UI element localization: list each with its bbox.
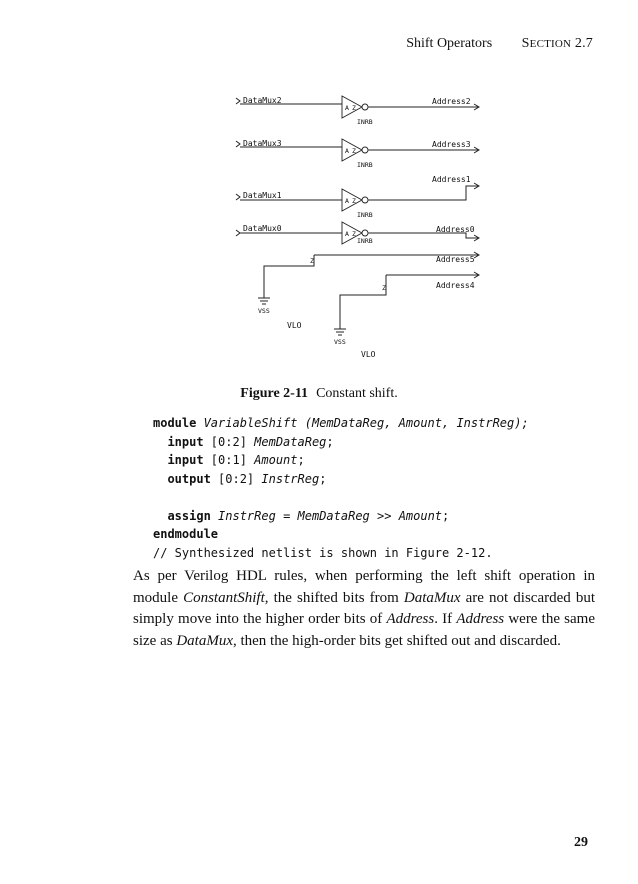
inverter-bubble [362,230,368,236]
pin-a: A [345,147,349,155]
code-line: input [0:2] MemDataReg; [167,434,334,449]
inverter-bubble [362,197,368,203]
output-label: Address3 [432,140,471,149]
output-label: Address5 [436,255,475,264]
input-label: DataMux1 [243,191,282,200]
gate-row-2 [236,139,479,169]
code-comment: // Synthesized netlist is shown in Figure 2-12. [153,545,493,560]
output-wire [368,186,478,200]
figure-caption-text: Constant shift. [316,386,398,401]
code-line: input [0:1] Amount; [167,453,305,467]
input-label: DataMux0 [243,224,282,233]
gate-type: INRB [357,211,373,219]
pin-z: Z [352,147,356,155]
figure-caption [0,386,638,402]
page-number: 29 [574,835,588,850]
output-label: Address4 [436,281,475,290]
input-arrow [236,141,240,147]
gate-row-1 [236,96,479,126]
vlo-driver-2 [334,272,479,359]
gate-row-4 [236,222,479,245]
output-label: Address0 [436,225,475,234]
output-label: Address1 [432,175,471,184]
vss-wire [340,275,386,329]
supply-label: VSS [258,307,270,315]
supply-label: VSS [334,338,346,346]
header-title: Shift Operators [406,36,493,51]
schematic-diagram [0,0,638,370]
const-cell-label: VLO [361,350,376,359]
code-line: module VariableShift (MemDataReg, Amount, InstrReg); [153,416,529,430]
code-listing [153,414,529,562]
vlo-driver-1 [258,252,479,330]
figure-number: Figure 2-11 [240,386,309,401]
input-arrow [236,194,240,200]
code-line: endmodule [153,527,219,541]
pin-a: A [345,230,349,238]
input-arrow [236,230,240,236]
pin-z: Z [382,284,386,292]
gate-type: INRB [357,118,373,126]
code-line: output [0:2] InstrReg; [167,471,327,486]
body-paragraph: As per Verilog HDL rules, when performing the left shift operation in module ConstantShift, the shifted bits from DataMux are not discarded but simply move into the higher order bits of Address. If Address were the same size as DataMux, then the high-order bits get shifted out and discarded. [133,568,595,649]
pin-a: A [345,104,349,112]
gate-type: INRB [357,161,373,169]
input-arrow [236,98,240,104]
pin-z: Z [310,257,314,265]
inverter-bubble [362,104,368,110]
gate-row-3 [236,175,479,219]
vss-wire [264,255,314,298]
pin-z: Z [352,197,356,205]
header-section: SECTION 2.7 [521,36,593,51]
code-line: assign InstrReg = MemDataReg >> Amount; [167,508,450,523]
output-label: Address2 [432,97,471,106]
const-cell-label: VLO [287,321,302,330]
input-label: DataMux3 [243,139,282,148]
code-blank-line [153,488,529,507]
input-label: DataMux2 [243,96,282,105]
pin-z: Z [352,104,356,112]
pin-z: Z [352,230,356,238]
gate-type: INRB [357,237,373,245]
pin-a: A [345,197,349,205]
inverter-bubble [362,147,368,153]
